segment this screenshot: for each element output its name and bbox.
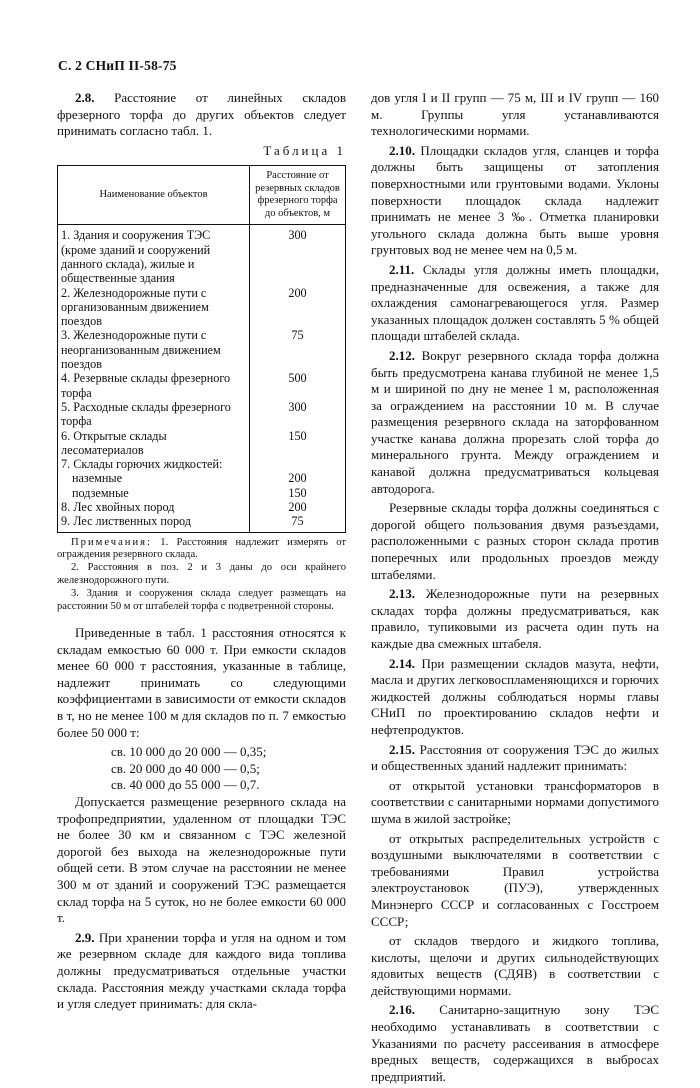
table-cell-name: 9. Лес лиственных пород: [58, 514, 250, 532]
table-row: [58, 371, 346, 400]
paragraph-number: 2.8.: [75, 90, 95, 105]
coefficient-item: св. 10 000 до 20 000 — 0,35;: [111, 744, 267, 760]
coefficient-item: св. 20 000 до 40 000 — 0,5;: [111, 760, 260, 776]
paragraph-2-15-item-a: от открытой установки трансформаторов в соответствии с санитарными нормами допустимого шума в жилой застройке;: [371, 777, 659, 826]
paragraph-2-15-item-c: от складов твердого и жидкого топлива, кислоты, щелочи и других сильнодействующих ядовитых веществ (СДЯВ) в соответствии с действующими нормами.: [371, 933, 659, 998]
table-note-2: 2. Расстояния в поз. 2 и 3 даны до оси крайнего железнодорожного пути.: [57, 562, 346, 586]
table-row: [58, 400, 346, 429]
table-cell-name: 3. Железнодорожные пути с неорганизованным движением поездов: [58, 328, 250, 371]
table-cell-name: 4. Резервные склады фрезерного торфа: [58, 371, 250, 400]
table-cell-value: 300: [250, 225, 346, 286]
table-row: [58, 514, 346, 532]
table-cell-name: 5. Расходные склады фрезерного торфа: [58, 400, 250, 429]
paragraph-text: Склады угля должны иметь площадки, предназначенные для освежения, а также для охлаждения самонагревающегося угля. Размер указанных площадок должен составлять 5 % общей площади штабелей склада.: [371, 261, 660, 344]
paragraph-text: При хранении торфа и угля на одном и том же резервном складе для каждого вида топлива должны предусматриваться отдельные участки склада. Расстояния между участками склада торфа и угля следует принимать: для скла-: [57, 929, 346, 1012]
paragraph-table-remark: Приведенные в табл. 1 расстояния относятся к складам емкостью 60 000 т. При емкости складов менее 60 000 т расстояния, указанные в таблице, надлежит принимать со следующими коэффициентами в зависимости от емкости складов в т, но не менее 100 м для складов по п. 7 емкостью более 50 000 т:: [57, 625, 346, 740]
table-cell-value: 75: [250, 328, 346, 371]
coefficient-item: св. 40 000 до 55 000 — 0,7.: [111, 777, 260, 793]
paragraph-2-11: [371, 262, 659, 345]
notes-label: Примечания:: [71, 536, 152, 548]
table-cell-value: 200: [250, 500, 346, 514]
table-cell-value: 75: [250, 514, 346, 532]
note-text: 1. Расстояния надлежит измерять от ограждения резервного склада.: [57, 536, 346, 561]
right-column: [371, 90, 659, 1088]
table-cell-value: 300: [250, 400, 346, 429]
table-cell-name: 1. Здания и сооружения ТЭС (кроме зданий и сооружений данного склада), жилые и общественные здания: [58, 225, 250, 286]
paragraph-number: 2.13.: [389, 586, 415, 602]
table-row: [58, 328, 346, 371]
distance-table: [57, 165, 346, 532]
paragraph-2-15-item-b: от открытых распределительных устройств с воздушными выключателями в соответствии с требованиями Правил устройства электроустановок (ПУЭ), утвержденных Минэнерго СССР и согласованных с Госстроем СССР;: [371, 830, 659, 929]
paragraph-reserve-store: Допускается размещение резервного склада на трофопредприятии, удаленном от площадки ТЭС не более 30 км и связанном с ТЭС железной дорогой без выхода на железнодорожные пути общей сети. В этом случае на расстоянии не менее 300 м от зданий и сооружений ТЭС размещается склад торфа на 5 суток, но не более емкости 60 000 т.: [57, 793, 346, 926]
table-cell-name: 2. Железнодорожные пути с организованным движением поездов: [58, 286, 250, 329]
paragraph-text: Расстояние от линейных складов фрезерного торфа до других объектов следует принимать согласно табл. 1.: [57, 90, 346, 139]
table-cell-name: 6. Открытые склады лесоматериалов: [58, 429, 250, 458]
paragraph-text: Вокруг резервного склада торфа должна быть предусмотрена канава глубиной не менее 1,5 м и шириной по дну не менее 1 м, расположенная за ограждением на расстоянии 10 м. В случае размещения резервного склада на заторфованном участке канава должна прорезать слой торфа до минерального грунта. Между ограждением и канавой должна предусматриваться кольцевая автодорога.: [371, 347, 660, 496]
paragraph-2-12-continued: Резервные склады торфа должны соединяться с дорогой общего пользования двумя разъездами, расположенными с разных сторон склада против поперечных или продольных проездов между штабелями.: [371, 500, 659, 582]
paragraph-2-14: [371, 656, 659, 739]
table-note-3: 3. Здания и сооружения склада следует размещать на расстоянии 50 м от штабелей торфа с подветренной стороны.: [57, 588, 346, 612]
table-note-1: [57, 537, 346, 562]
paragraph-text: Расстояния от сооружения ТЭС до жилых и общественных зданий надлежит принимать:: [371, 741, 659, 774]
table-cell-name: 8. Лес хвойных пород: [58, 500, 250, 514]
table-cell-name: наземные: [58, 471, 250, 485]
table-cell-name: 7. Склады горючих жидкостей:: [58, 457, 250, 471]
table-row: [58, 225, 346, 286]
paragraph-number: 2.10.: [389, 142, 415, 158]
paragraph-text: Санитарно-защитную зону ТЭС необходимо устанавливать в соответствии с Указаниями по расчету рассеивания в атмосфере вредных веществ, содержащихся в выбросах предприятий.: [371, 1002, 660, 1084]
paragraph-number: 2.16.: [389, 1002, 415, 1018]
table-row: [58, 471, 346, 485]
coefficient-list: [57, 744, 346, 794]
table-caption: Таблица 1: [263, 142, 346, 158]
table-row: [58, 286, 346, 329]
table-notes: [57, 537, 346, 613]
table-row: [58, 429, 346, 458]
table-cell-value: 500: [250, 371, 346, 400]
table-cell-value: 200: [250, 471, 346, 485]
table-row: [58, 457, 346, 471]
paragraph-2-15: [371, 742, 659, 775]
paragraph-text: Площадки складов угля, сланцев и торфа должны быть защищены от затопления поверхностными или грунтовыми водами. Уклоны поверхности площадок склада надлежит принимать не менее 3 ‰. Отметка планировки угольного склада должна быть выше уровня грунтовых вод не менее чем на 0,5 м.: [371, 142, 659, 258]
table-cell-value: 150: [250, 429, 346, 458]
paragraph-2-12: [371, 348, 659, 497]
paragraph-2-8: [57, 90, 346, 140]
table-header-objects: Наименование объектов: [58, 166, 250, 225]
table-row: [58, 500, 346, 514]
table-header-distance: Расстояние от резервных складов фрезерного торфа до объектов, м: [250, 166, 346, 225]
paragraph-text: Железнодорожные пути на резервных складах торфа должны предусматриваться, как правило, тупиковыми из расчета один путь на каждые два смежных штабеля.: [371, 586, 659, 651]
left-column: [57, 90, 346, 1016]
paragraph-2-9: [57, 930, 346, 1013]
page-header: С. 2 СНиП II-58-75: [58, 58, 177, 73]
paragraph-2-13: [371, 586, 659, 652]
table-cell-value: 150: [250, 486, 346, 500]
paragraph-text: При размещении складов мазута, нефти, масла и других легковоспламеняющихся и горючих жидкостей должны соблюдаться нормы главы СНиП по проектированию складов нефти и нефтепродуктов.: [371, 655, 660, 737]
table-cell-name: подземные: [58, 486, 250, 500]
paragraph-number: 2.14.: [389, 655, 415, 671]
paragraph-number: 2.15.: [389, 741, 415, 757]
paragraph-2-9-continued: дов угля I и II групп — 75 м, III и IV групп — 160 м. Группы угля устанавливаются технологическими нормами.: [371, 90, 659, 139]
table-cell-value: 200: [250, 286, 346, 329]
paragraph-number: 2.11.: [389, 261, 415, 277]
table-row: [58, 486, 346, 500]
paragraph-number: 2.12.: [389, 347, 415, 363]
paragraph-2-10: [371, 143, 659, 259]
table-cell-value: [250, 457, 346, 471]
paragraph-number: 2.9.: [75, 929, 95, 945]
